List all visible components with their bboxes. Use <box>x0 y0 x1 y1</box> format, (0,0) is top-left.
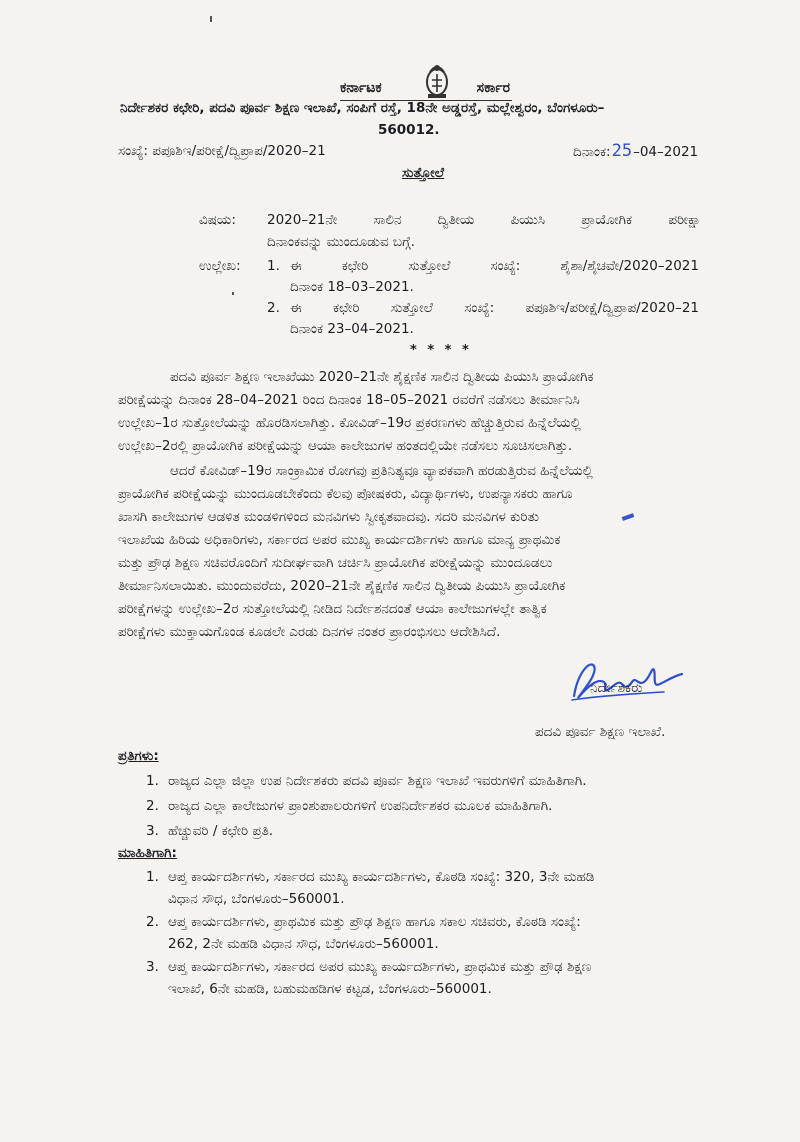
subject-word: ಸಾಲಿನ <box>373 212 402 228</box>
scan-speck <box>232 292 234 295</box>
subject-label: ವಿಷಯ: <box>199 212 236 228</box>
reference-number: ಸಂಖ್ಯೆ: ಪಪೂಶಿಇ/ಪರೀಕ್ಷೆ/ದ್ವಿಪ್ರಾಪ/2020–21 <box>118 143 326 159</box>
reference-word: ಸಂಖ್ಯೆ: <box>464 300 495 316</box>
government-title <box>340 80 510 96</box>
paragraph-text: ಮತ್ತು ಪ್ರೌಢ ಶಿಕ್ಷಣ ಸಚಿವರೊಂದಿಗೆ ಸುದೀರ್ಘವಾಗಿ ಚರ್ಚಿಸಿ ಪ್ರಾಯೋಗಿಕ ಪರೀಕ್ಷೆಯನ್ನು ಮುಂದೂಡಲು <box>118 555 553 571</box>
copy-item-text: ರಾಜ್ಯದ ಎಲ್ಲಾ ಕಾಲೇಜುಗಳ ಪ್ರಾಂಶುಪಾಲರುಗಳಿಗೆ ಉಪನಿರ್ದೇಶಕರ ಮೂಲಕ ಮಾಹಿತಿಗಾಗಿ. <box>168 798 553 814</box>
paragraph-text: ಉಲ್ಲೇಖ–2ರಲ್ಲಿ ಪ್ರಾಯೋಗಿಕ ಪರೀಕ್ಷೆಯನ್ನು ಆಯಾ ಕಾಲೇಜುಗಳ ಹಂತದಲ್ಲಿಯೇ ನಡೆಸಲು ಸೂಚಿಸಲಾಗಿತ್ತು. <box>118 438 573 454</box>
subject-word: ಪರೀಕ್ಷಾ <box>668 212 701 228</box>
reference-2-line2: ದಿನಾಂಕ 23–04–2021. <box>290 321 414 337</box>
office-address-line1: ನಿರ್ದೇಶಕರ ಕಛೇರಿ, ಪದವಿ ಪೂರ್ವ ಶಿಕ್ಷಣ ಇಲಾಖೆ, ಸಂಪಿಗೆ ರಸ್ತೆ, 18ನೇ ಅಡ್ಡರಸ್ತೆ, ಮಲ್ಲೇಶ್ವರಂ, ಬೆಂಗಳೂರು– <box>120 100 605 116</box>
info-item-number: 3. <box>146 959 159 975</box>
date-label: ದಿನಾಂಕ: <box>573 144 611 160</box>
subject-line1 <box>267 210 701 231</box>
signatory-department: ಪದವಿ ಪೂರ್ವ ಶಿಕ್ಷಣ ಇಲಾಖೆ. <box>535 724 666 740</box>
reference-word: ಶೈಶಾ/ಶೈಚವೇ/2020–2021 <box>560 258 699 274</box>
copies-heading: ಪ್ರತಿಗಳು: <box>118 748 159 764</box>
gov-title-right: ಸರ್ಕಾರ <box>476 80 510 96</box>
paragraph-text: ಪರೀಕ್ಷೆಗಳು ಮುಕ್ತಾಯಗೊಂಡ ಕೂಡಲೇ ಎರಡು ದಿನಗಳ ನಂತರ ಪ್ರಾರಂಭಿಸಲು ಆದೇಶಿಸಿದೆ. <box>118 624 501 640</box>
info-heading: ಮಾಹಿತಿಗಾಗಿ: <box>118 845 177 861</box>
document-date <box>573 141 698 161</box>
paragraph-line <box>118 506 728 529</box>
info-item-number: 2. <box>146 914 159 930</box>
info-item-line1: ಆಪ್ತ ಕಾರ್ಯದರ್ಶಿಗಳು, ಸರ್ಕಾರದ ಮುಖ್ಯ ಕಾರ್ಯದರ್ಶಿಗಳು, ಕೊಠಡಿ ಸಂಖ್ಯೆ: 320, 3ನೇ ಮಹಡಿ <box>168 869 595 885</box>
paragraph-text: ಆದರೆ ಕೋವಿಡ್–19ರ ಸಾಂಕ್ರಾಮಿಕ ರೋಗವು ಪ್ರತಿನಿತ್ಯವೂ ವ್ಯಾಪಕವಾಗಿ ಹರಡುತ್ತಿರುವ ಹಿನ್ನೆಲೆಯಲ್ಲಿ <box>170 463 593 479</box>
info-item-line1: ಆಪ್ತ ಕಾರ್ಯದರ್ಶಿಗಳು, ಸರ್ಕಾರದ ಅಪರ ಮುಖ್ಯ ಕಾರ್ಯದರ್ಶಿಗಳು, ಪ್ರಾಥಮಿಕ ಮತ್ತು ಪ್ರೌಢ ಶಿಕ್ಷಣ <box>168 959 592 975</box>
paragraph-line <box>118 483 728 506</box>
paragraph-text: ಪರೀಕ್ಷೆಗಳನ್ನು ಉಲ್ಲೇಖ–2ರ ಸುತ್ತೋಲೆಯಲ್ಲಿ ನೀಡಿದ ನಿರ್ದೇಶನದಂತೆ ಆಯಾ ಕಾಲೇಜುಗಳಲ್ಲೇ ತಾತ್ವಿಕ <box>118 601 547 617</box>
paragraph-text: ಉಲ್ಲೇಖ–1ರ ಸುತ್ತೋಲೆಯನ್ನು ಹೊರಡಿಸಲಾಗಿತ್ತು. ಕೋವಿಡ್–19ರ ಪ್ರಕರಣಗಳು ಹೆಚ್ಚುತ್ತಿರುವ ಹಿನ್ನೆಲೆಯಲ್ಲಿ <box>118 415 581 431</box>
copy-item-number: 2. <box>146 798 159 814</box>
paragraph-text: ತೀರ್ಮಾನಿಸಲಾಯಿತು. ಮುಂದುವರೆದು, 2020–21ನೇ ಶೈಕ್ಷಣಿಕ ಸಾಲಿನ ದ್ವಿತೀಯ ಪಿಯುಸಿ ಪ್ರಾಯೋಗಿಕ <box>118 578 566 594</box>
subject-word: 2020–21ನೇ <box>267 212 338 228</box>
reference-word: ಕಛೇರಿ <box>333 300 360 316</box>
office-address-line2: 560012. <box>378 122 440 138</box>
copy-item-text: ರಾಜ್ಯದ ಎಲ್ಲಾ ಜಿಲ್ಲಾ ಉಪ ನಿರ್ದೇಶಕರು ಪದವಿ ಪೂರ್ವ ಶಿಕ್ಷಣ ಇಲಾಖೆ ಇವರುಗಳಿಗೆ ಮಾಹಿತಿಗಾಗಿ. <box>168 773 587 789</box>
reference-word: ಸುತ್ತೋಲೆ <box>390 300 433 316</box>
page-title: ಸುತ್ತೋಲೆ <box>402 165 445 181</box>
paragraph-line <box>118 552 728 575</box>
reference-1-line1 <box>290 256 699 277</box>
reference-1-number: 1. <box>267 258 280 274</box>
reference-word: ಸಂಖ್ಯೆ: <box>490 258 521 274</box>
body-paragraph-1 <box>118 366 728 458</box>
paragraph-text: ಪ್ರಾಯೋಗಿಕ ಪರೀಕ್ಷೆಯನ್ನು ಮುಂದೂಡಬೇಕೆಂದು ಕೆಲವು ಪೋಷಕರು, ವಿದ್ಯಾರ್ಥಿಗಳು, ಉಪನ್ಯಾಸಕರು ಹಾಗೂ <box>118 486 573 502</box>
reference-word: ಸುತ್ತೋಲೆ <box>408 258 451 274</box>
info-item-line2: ಇಲಾಖೆ, 6ನೇ ಮಹಡಿ, ಬಹುಮಹಡಿಗಳ ಕಟ್ಟಡ, ಬೆಂಗಳೂರು–560001. <box>168 981 492 997</box>
info-item-number: 1. <box>146 869 159 885</box>
reference-2-number: 2. <box>267 300 280 316</box>
paragraph-line <box>118 621 728 644</box>
info-item-line1: ಆಪ್ತ ಕಾರ್ಯದರ್ಶಿಗಳು, ಪ್ರಾಥಮಿಕ ಮತ್ತು ಪ್ರೌಢ ಶಿಕ್ಷಣ ಹಾಗೂ ಸಕಾಲ ಸಚಿವರು, ಕೊಠಡಿ ಸಂಖ್ಯೆ: <box>168 914 581 930</box>
scan-speck <box>210 16 212 22</box>
subject-word: ದ್ವಿತೀಯ <box>437 212 475 228</box>
paragraph-text: ಪರೀಕ್ಷೆಯನ್ನು ದಿನಾಂಕ 28–04–2021 ರಿಂದ ದಿನಾಂಕ 18–05–2021 ರವರೆಗೆ ನಡೆಸಲು ತೀರ್ಮಾನಿಸಿ <box>118 392 580 408</box>
signatory-title: ನಿರ್ದೇಶಕರು <box>590 680 643 696</box>
paragraph-text: ಖಾಸಗಿ ಕಾಲೇಜುಗಳ ಆಡಳಿತ ಮಂಡಳಿಗಳಿಂದ ಮನವಿಗಳು ಸ್ವೀಕೃತವಾದವು. ಸದರಿ ಮನವಿಗಳ ಕುರಿತು <box>118 509 540 525</box>
subject-line2: ದಿನಾಂಕವನ್ನು ಮುಂದೂಡುವ ಬಗ್ಗೆ. <box>267 234 415 250</box>
paragraph-line <box>118 460 728 483</box>
paragraph-text: ಪದವಿ ಪೂರ್ವ ಶಿಕ್ಷಣ ಇಲಾಖೆಯು 2020–21ನೇ ಶೈಕ್ಷಣಿಕ ಸಾಲಿನ ದ್ವಿತೀಯ ಪಿಯುಸಿ ಪ್ರಾಯೋಗಿಕ <box>170 369 594 385</box>
subject-word: ಪಿಯುಸಿ <box>510 212 546 228</box>
paragraph-line <box>118 366 728 389</box>
reference-word: ಈ <box>290 258 302 274</box>
reference-1-line2: ದಿನಾಂಕ 18–03–2021. <box>290 279 414 295</box>
gov-title-left: ಕರ್ನಾಟಕ <box>340 80 382 96</box>
paragraph-line <box>118 389 728 412</box>
paragraph-line <box>118 412 728 435</box>
copy-item-number: 3. <box>146 823 159 839</box>
reference-word: ಕಛೇರಿ <box>341 258 369 274</box>
reference-word: ಪಪೂಶಿಇ/ಪರೀಕ್ಷೆ/ದ್ವಿಪ್ರಾಪ/2020–21 <box>525 300 699 316</box>
subject-word: ಪ್ರಾಯೋಗಿಕ <box>581 212 633 228</box>
date-day-handwritten: 25 <box>611 141 633 161</box>
body-paragraph-2 <box>118 460 728 644</box>
paragraph-line <box>118 529 728 552</box>
paragraph-line <box>118 435 728 458</box>
copy-item-text: ಹೆಚ್ಚುವರಿ / ಕಛೇರಿ ಪ್ರತಿ. <box>168 823 274 839</box>
reference-word: ಈ <box>290 300 302 316</box>
copy-item-number: 1. <box>146 773 159 789</box>
paragraph-line <box>118 575 728 598</box>
paragraph-text: ಇಲಾಖೆಯ ಹಿರಿಯ ಅಧಿಕಾರಿಗಳು, ಸರ್ಕಾರದ ಅಪರ ಮುಖ್ಯ ಕಾರ್ಯದರ್ಶಿಗಳು ಹಾಗೂ ಮಾನ್ಯ ಪ್ರಾಥಮಿಕ <box>118 532 561 548</box>
date-month-year: –04–2021 <box>633 144 699 160</box>
info-item-line2: 262, 2ನೇ ಮಹಡಿ ವಿಧಾನ ಸೌಧ, ಬೆಂಗಳೂರು–560001. <box>168 936 439 952</box>
section-divider: * * * * <box>410 343 472 358</box>
references-label: ಉಲ್ಲೇಖ: <box>199 258 241 274</box>
info-item-line2: ವಿಧಾನ ಸೌಧ, ಬೆಂಗಳೂರು–560001. <box>168 891 345 907</box>
reference-2-line1 <box>290 298 699 319</box>
paragraph-line <box>118 598 728 621</box>
